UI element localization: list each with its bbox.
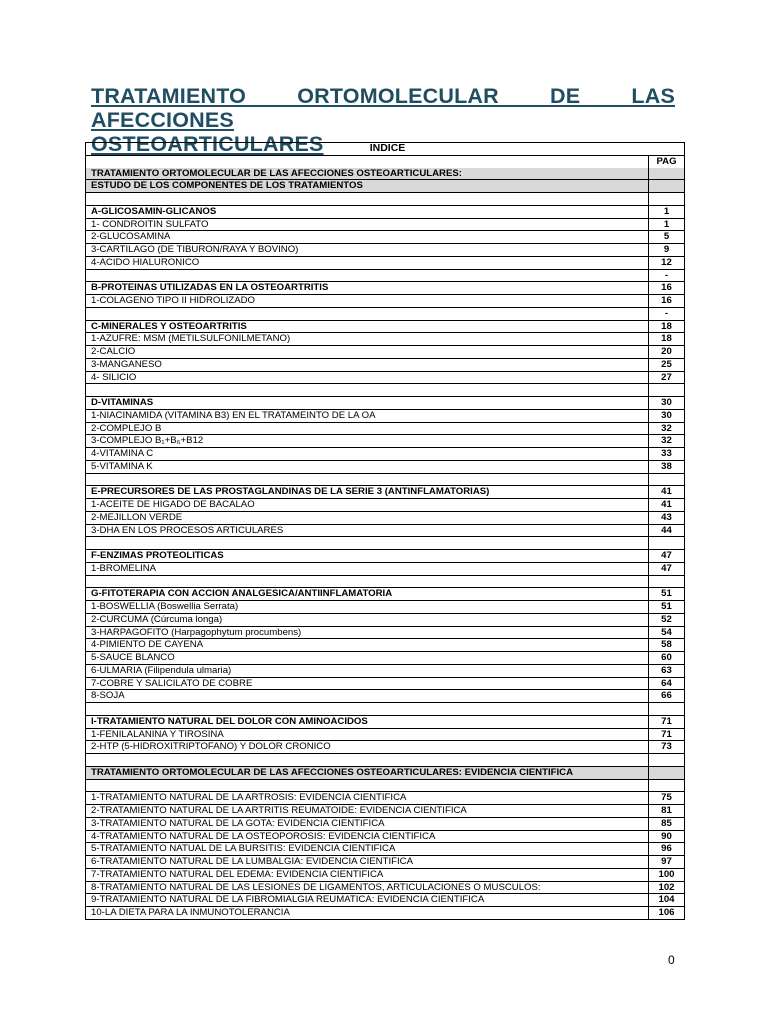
index-row-label: 4-VITAMINA C <box>86 448 649 461</box>
index-row <box>86 231 685 244</box>
index-row <box>86 180 685 193</box>
index-row-page <box>649 193 685 206</box>
index-row <box>86 766 685 779</box>
index-row-page: 100 <box>649 868 685 881</box>
index-row <box>86 448 685 461</box>
index-row <box>86 397 685 410</box>
index-row-page: 64 <box>649 677 685 690</box>
index-row-page: 81 <box>649 805 685 818</box>
index-row-label <box>86 754 649 767</box>
index-row-page: 73 <box>649 741 685 754</box>
index-row-page: 20 <box>649 346 685 359</box>
index-row-label <box>86 703 649 716</box>
index-row-page: 51 <box>649 588 685 601</box>
index-row <box>86 639 685 652</box>
document-title-line2: OSTEOARTICULARES <box>91 132 324 156</box>
index-row-page: 18 <box>649 333 685 346</box>
index-row <box>86 550 685 563</box>
index-row-label: 2-TRATAMIENTO NATURAL DE LA ARTRITIS REUMATOIDE: EVIDENCIA CIENTIFICA <box>86 805 649 818</box>
index-row-page: 102 <box>649 881 685 894</box>
document-title-line1: TRATAMIENTO ORTOMOLECULAR DE LAS AFECCIONES <box>91 84 675 132</box>
index-row-page <box>649 754 685 767</box>
index-row-label <box>86 575 649 588</box>
index-row-page: 52 <box>649 613 685 626</box>
index-row-page <box>649 766 685 779</box>
index-row <box>86 881 685 894</box>
index-row-page: 71 <box>649 715 685 728</box>
index-row-label: 4- SILICIO <box>86 371 649 384</box>
index-row <box>86 562 685 575</box>
index-row-label: 4-PIMIENTO DE CAYENA <box>86 639 649 652</box>
index-row-page: 63 <box>649 664 685 677</box>
index-row-page: 1 <box>649 218 685 231</box>
index-row-label: B-PROTEINAS UTILIZADAS EN LA OSTEOARTRITIS <box>86 282 649 295</box>
index-row <box>86 907 685 920</box>
index-row <box>86 269 685 282</box>
index-row-label: D-VITAMINAS <box>86 397 649 410</box>
index-row-page: 75 <box>649 792 685 805</box>
index-row-page: - <box>649 269 685 282</box>
index-header-spacer <box>86 155 649 167</box>
index-row-label: 2-HTP (5-HIDROXITRIPTOFANO) Y DOLOR CRONICO <box>86 741 649 754</box>
index-row-label <box>86 193 649 206</box>
index-row-page: 58 <box>649 639 685 652</box>
index-row <box>86 333 685 346</box>
index-row-page: 43 <box>649 511 685 524</box>
index-row <box>86 626 685 639</box>
index-row-label: F-ENZIMAS PROTEOLITICAS <box>86 550 649 563</box>
index-row-label: 3-MANGANESO <box>86 358 649 371</box>
index-row-label: 3-DHA EN LOS PROCESOS ARTICULARES <box>86 524 649 537</box>
index-row <box>86 486 685 499</box>
index-row <box>86 435 685 448</box>
index-row <box>86 473 685 486</box>
index-row-label: G-FITOTERAPIA CON ACCION ANALGESICA/ANTIINFLAMATORIA <box>86 588 649 601</box>
index-row-page: 51 <box>649 601 685 614</box>
index-row-label: 3-HARPAGOFITO (Harpagophytum procumbens) <box>86 626 649 639</box>
index-row-page: 96 <box>649 843 685 856</box>
index-row-label: C-MINERALES Y OSTEOARTRITIS <box>86 320 649 333</box>
index-row-label: 1-FENILALANINA Y TIROSINA <box>86 728 649 741</box>
index-row-label: 2-CALCIO <box>86 346 649 359</box>
index-row-label: E-PRECURSORES DE LAS PROSTAGLANDINAS DE LA SERIE 3 (ANTINFLAMATORIAS) <box>86 486 649 499</box>
index-row-page: 44 <box>649 524 685 537</box>
index-row <box>86 537 685 550</box>
index-row <box>86 384 685 397</box>
index-row-page: 41 <box>649 486 685 499</box>
index-row <box>86 499 685 512</box>
index-row-label <box>86 537 649 550</box>
index-row-label: I-TRATAMIENTO NATURAL DEL DOLOR CON AMINOACIDOS <box>86 715 649 728</box>
index-row-page: 9 <box>649 244 685 257</box>
index-row-page: 71 <box>649 728 685 741</box>
index-row-label: 6-TRATAMIENTO NATURAL DE LA LUMBALGIA: EVIDENCIA CIENTIFICA <box>86 856 649 869</box>
index-row-page: 47 <box>649 550 685 563</box>
index-row-label: 5-SAUCE BLANCO <box>86 652 649 665</box>
index-title: INDICE <box>86 143 685 156</box>
index-row-label: 1- CONDROITIN SULFATO <box>86 218 649 231</box>
index-row <box>86 613 685 626</box>
index-row <box>86 779 685 792</box>
index-row <box>86 193 685 206</box>
index-row-label: ESTUDO DE LOS COMPONENTES DE LOS TRATAMIENTOS <box>86 180 649 193</box>
index-row-label: A-GLICOSAMIN-GLICANOS <box>86 205 649 218</box>
index-row <box>86 346 685 359</box>
index-row-label: 2-GLUCOSAMINA <box>86 231 649 244</box>
index-row <box>86 295 685 308</box>
index-row <box>86 371 685 384</box>
index-row <box>86 792 685 805</box>
index-row-page <box>649 779 685 792</box>
index-row-label: 8-TRATAMIENTO NATURAL DE LAS LESIONES DE LIGAMENTOS, ARTICULACIONES O MUSCULOS: <box>86 881 649 894</box>
index-row <box>86 282 685 295</box>
index-row <box>86 728 685 741</box>
index-row-label: 1-TRATAMIENTO NATURAL DE LA ARTROSIS: EVIDENCIA CIENTIFICA <box>86 792 649 805</box>
index-row-label: 1-ACEITE DE HIGADO DE BACALAO <box>86 499 649 512</box>
index-row-label: 10-LA DIETA PARA LA INMUNOTOLERANCIA <box>86 907 649 920</box>
index-row-page: 97 <box>649 856 685 869</box>
index-row-label: 1-BROMELINA <box>86 562 649 575</box>
index-row-label: 2-CURCUMA (Cúrcuma longa) <box>86 613 649 626</box>
index-row <box>86 409 685 422</box>
index-row <box>86 205 685 218</box>
index-row-page: 27 <box>649 371 685 384</box>
index-row-page <box>649 575 685 588</box>
index-row-label <box>86 779 649 792</box>
index-row <box>86 320 685 333</box>
index-row <box>86 307 685 320</box>
index-row-label: 1-NIACINAMIDA (VITAMINA B3) EN EL TRATAMEINTO DE LA OA <box>86 409 649 422</box>
index-row <box>86 524 685 537</box>
index-row <box>86 677 685 690</box>
index-row-page: 16 <box>649 295 685 308</box>
index-row-label: 7-COBRE Y SALICILATO DE COBRE <box>86 677 649 690</box>
index-row <box>86 817 685 830</box>
index-row <box>86 805 685 818</box>
index-row-page <box>649 537 685 550</box>
index-row <box>86 754 685 767</box>
page-number: 0 <box>668 953 675 967</box>
index-row-page: 32 <box>649 435 685 448</box>
index-row-label: 4-TRATAMIENTO NATURAL DE LA OSTEOPOROSIS: EVIDENCIA CIENTIFICA <box>86 830 649 843</box>
index-row <box>86 256 685 269</box>
index-table <box>85 142 685 920</box>
index-row-page: 104 <box>649 894 685 907</box>
index-row-page: 25 <box>649 358 685 371</box>
index-row <box>86 652 685 665</box>
index-row <box>86 894 685 907</box>
index-row-page: 30 <box>649 409 685 422</box>
index-row-page <box>649 168 685 180</box>
index-row-label: 7-TRATAMIENTO NATURAL DEL EDEMA: EVIDENCIA CIENTIFICA <box>86 868 649 881</box>
index-row-page: 90 <box>649 830 685 843</box>
index-row-page: 33 <box>649 448 685 461</box>
index-row-label: 4-ACIDO HIALURONICO <box>86 256 649 269</box>
index-row <box>86 856 685 869</box>
index-row-page: 1 <box>649 205 685 218</box>
index-row-page: 5 <box>649 231 685 244</box>
index-row-label: TRATAMIENTO ORTOMOLECULAR DE LAS AFECCIONES OSTEOARTICULARES: EVIDENCIA CIENTIFICA <box>86 766 649 779</box>
index-row-page: 16 <box>649 282 685 295</box>
index-row-label <box>86 307 649 320</box>
index-row-page: 12 <box>649 256 685 269</box>
index-row <box>86 168 685 180</box>
index-title-row <box>86 143 685 156</box>
index-row-label: 5-TRATAMIENTO NATUAL DE LA BURSITIS: EVIDENCIA CIENTIFICA <box>86 843 649 856</box>
index-row <box>86 460 685 473</box>
index-row-label: 1-COLAGENO TIPO II HIDROLIZADO <box>86 295 649 308</box>
index-row <box>86 511 685 524</box>
pag-header: PAG <box>649 155 685 167</box>
index-row-label: 2-COMPLEJO B <box>86 422 649 435</box>
index-row-page <box>649 703 685 716</box>
index-row-label: TRATAMIENTO ORTOMOLECULAR DE LAS AFECCIONES OSTEOARTICULARES: <box>86 168 649 180</box>
index-row-page: 32 <box>649 422 685 435</box>
index-row-label <box>86 269 649 282</box>
index-row <box>86 422 685 435</box>
index-row-label: 3-TRATAMIENTO NATURAL DE LA GOTA: EVIDENCIA CIENTIFICA <box>86 817 649 830</box>
index-row-page: - <box>649 307 685 320</box>
index-row <box>86 868 685 881</box>
index-row <box>86 715 685 728</box>
index-row <box>86 218 685 231</box>
index-row <box>86 244 685 257</box>
index-row-page: 41 <box>649 499 685 512</box>
index-row <box>86 843 685 856</box>
index-row <box>86 358 685 371</box>
index-row-label: 1-AZUFRE: MSM (METILSULFONILMETANO) <box>86 333 649 346</box>
index-row <box>86 741 685 754</box>
index-row-label: 1-BOSWELLIA (Boswellia Serrata) <box>86 601 649 614</box>
index-row-page: 106 <box>649 907 685 920</box>
index-row <box>86 830 685 843</box>
index-row-label <box>86 473 649 486</box>
index-row-page: 38 <box>649 460 685 473</box>
index-row-page: 30 <box>649 397 685 410</box>
index-row-page <box>649 180 685 193</box>
index-row <box>86 690 685 703</box>
index-row-page <box>649 473 685 486</box>
index-row <box>86 588 685 601</box>
index-row-page: 60 <box>649 652 685 665</box>
index-row-page: 66 <box>649 690 685 703</box>
index-row-page <box>649 384 685 397</box>
index-row-page: 18 <box>649 320 685 333</box>
index-row-label: 3-CARTILAGO (DE TIBURON/RAYA Y BOVINO) <box>86 244 649 257</box>
index-row-page: 47 <box>649 562 685 575</box>
index-row <box>86 664 685 677</box>
index-row-label: 9-TRATAMIENTO NATURAL DE LA FIBROMIALGIA REUMATICA: EVIDENCIA CIENTIFICA <box>86 894 649 907</box>
index-row-label: 6-ULMARIA (Filipendula ulmaria) <box>86 664 649 677</box>
index-row-label: 8-SOJA <box>86 690 649 703</box>
index-row-page: 85 <box>649 817 685 830</box>
index-row <box>86 575 685 588</box>
index-row-page: 54 <box>649 626 685 639</box>
index-header-row <box>86 155 685 167</box>
index-row-label <box>86 384 649 397</box>
index-row-label: 3-COMPLEJO B₁+B₆+B12 <box>86 435 649 448</box>
index-row-label: 2-MEJILLON VERDE <box>86 511 649 524</box>
index-row-label: 5-VITAMINA K <box>86 460 649 473</box>
index-row <box>86 703 685 716</box>
index-row <box>86 601 685 614</box>
